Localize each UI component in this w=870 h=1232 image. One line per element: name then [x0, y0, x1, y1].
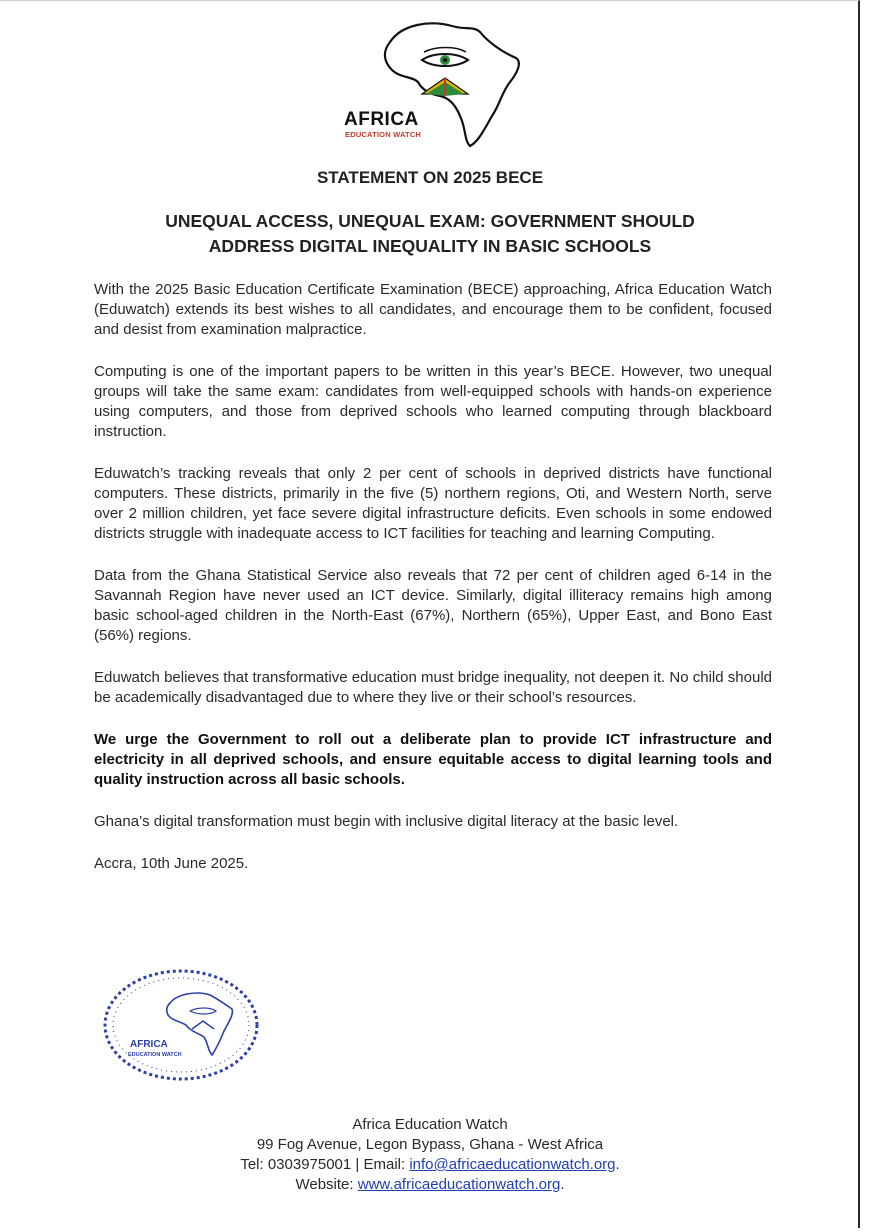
- place-date: Accra, 10th June 2025.: [94, 855, 249, 872]
- footer: [0, 1115, 860, 1195]
- footer-website: [0, 1175, 860, 1195]
- call-to-action-paragraph: We urge the Government to roll out a deliberate plan to provide ICT infrastructure and electricity in all deprived schools, and ensure equitable access to digital learning tools and quality instruction across all basic schools.: [94, 731, 772, 788]
- stamp-line1: AFRICA: [130, 1039, 168, 1050]
- headline-line1: UNEQUAL ACCESS, UNEQUAL EXAM: GOVERNMENT SHOULD: [165, 211, 695, 231]
- footer-contact: [0, 1155, 860, 1175]
- headline-line2: ADDRESS DIGITAL INEQUALITY IN BASIC SCHOOLS: [208, 236, 652, 256]
- footer-address: 99 Fog Avenue, Legon Bypass, Ghana - West Africa: [256, 1136, 604, 1153]
- statement-title: STATEMENT ON 2025 BECE: [316, 168, 544, 187]
- paragraph: Eduwatch believes that transformative education must bridge inequality, not deepen it. No child should be academically disadvantaged due to where they live or their school’s resources.: [94, 669, 772, 706]
- paragraph: With the 2025 Basic Education Certificate Examination (BECE) approaching, Africa Education Watch (Eduwatch) extends its best wishes to all candidates, and encourage them to be confident, focused and desist from examination malpractice.: [94, 281, 772, 338]
- footer-org: Africa Education Watch: [352, 1116, 508, 1133]
- paragraph: Data from the Ghana Statistical Service also reveals that 72 per cent of children aged 6-14 in the Savannah Region have never used an ICT device. Similarly, digital illiteracy remains high among basic school-aged children in the North-East (67%), Northern (65%), Upper East, and Bono East (56%) regions.: [94, 567, 772, 644]
- paragraph: Computing is one of the important papers to be written in this year’s BECE. However, two unequal groups will take the same exam: candidates from well-equipped schools with hands-on experience using computers, and those from deprived schools who learned computing through blackboard instruction.: [94, 363, 772, 440]
- footer-tel: Tel: 0303975001 | Email:: [240, 1156, 410, 1173]
- website-link[interactable]: www.africaeducationwatch.org: [357, 1176, 561, 1193]
- logo-name-line1: AFRICA: [344, 109, 419, 130]
- headline: [80, 209, 780, 259]
- email-link[interactable]: info@africaeducationwatch.org: [409, 1156, 616, 1173]
- statement-body: [94, 280, 772, 896]
- stamp-line2: EDUCATION WATCH: [128, 1052, 182, 1058]
- organization-stamp: [100, 965, 262, 1085]
- paragraph: Eduwatch’s tracking reveals that only 2 per cent of schools in deprived districts have functional computers. These districts, primarily in the five (5) northern regions, Oti, and Western North, serve over 2 million children, yet face severe digital infrastructure deficits. Even schools in some endowed districts struggle with inadequate access to ICT facilities for teaching and learning Computing.: [94, 465, 772, 542]
- website-suffix: .: [560, 1176, 565, 1193]
- logo-wordmark: [344, 110, 464, 139]
- logo-name-line2: EDUCATION WATCH: [345, 130, 422, 139]
- email-suffix: .: [615, 1156, 620, 1173]
- closing-line: Ghana’s digital transformation must begin with inclusive digital literacy at the basic level.: [94, 813, 679, 830]
- website-prefix: Website:: [295, 1176, 358, 1193]
